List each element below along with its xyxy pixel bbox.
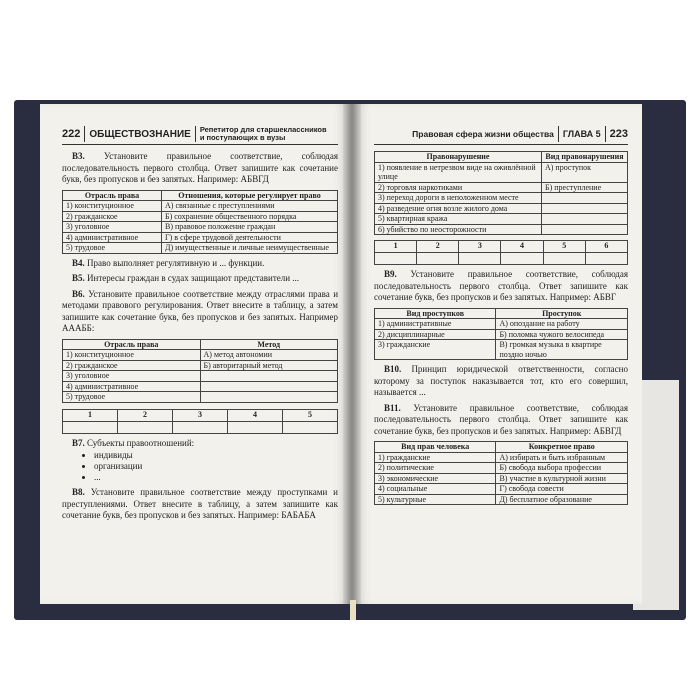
table-cell: 5) трудовое	[63, 243, 162, 254]
task-text: Право выполняет регулятивную и ... функции.	[87, 257, 265, 268]
task-text: Установите правильное соответствие между проступками и преступлениями. Ответ внесите в таблицу, а затем запишите как сочетание букв, без пропусков и без запятых. Например: БАБАБА	[62, 487, 339, 520]
task-text: Установите правильное соответствие между отраслями права и методами правового регулирования. Ответ внесите в таблицу, а затем запишите как сочетание букв, без пропусков и без запятых. Например АААББ:	[62, 288, 339, 333]
table-cell: Д) имущественные и личные неимущественные	[162, 243, 338, 254]
table-cell: В) участие в культурной жизни	[496, 473, 628, 484]
answer-blank	[375, 253, 417, 265]
table-row	[63, 371, 338, 382]
table-cell: 1) конституционное	[63, 350, 201, 361]
table-row	[375, 224, 628, 235]
task-number: В3.	[72, 151, 85, 161]
table-row	[63, 350, 338, 361]
table-cell	[200, 371, 338, 382]
table-row	[63, 409, 338, 421]
answer-cell: 3	[459, 241, 501, 253]
table-cell: 1) конституционное	[63, 201, 162, 212]
task-b9	[374, 269, 628, 304]
table-b11	[374, 441, 628, 505]
answer-blank	[459, 253, 501, 265]
table-cell: 4) административное	[63, 381, 201, 392]
table-header: Вид правонарушения	[541, 152, 627, 163]
task-b7	[62, 438, 338, 450]
right-page-header	[374, 126, 628, 145]
table-cell	[541, 214, 627, 225]
header-divider	[195, 126, 196, 142]
task-b8	[62, 487, 338, 522]
table-cell: А) избирать и быть избранным	[496, 452, 628, 463]
table-cell	[541, 193, 627, 204]
left-page	[40, 104, 352, 604]
answer-cell: 3	[173, 409, 228, 421]
task-b3	[62, 151, 338, 186]
table-cell: 2) торговля наркотиками	[375, 182, 542, 193]
answer-cell: 5	[283, 409, 338, 421]
table-cell: 2) дисциплинарные	[375, 329, 496, 340]
table-row	[375, 484, 628, 495]
table-cell: 5) трудовое	[63, 392, 201, 403]
table-b6	[62, 339, 338, 403]
table-cell: 4) разведение огня возле жилого дома	[375, 203, 542, 214]
table-row	[63, 360, 338, 371]
table-cell: 4) социальные	[375, 484, 496, 495]
right-page	[352, 104, 642, 604]
section-title: Правовая сфера жизни общества	[412, 129, 554, 139]
task-number: В6.	[72, 288, 85, 299]
table-cell: 4) административное	[63, 232, 162, 243]
table-cell: 6) убийство по неосторожности	[375, 224, 542, 235]
table-cell	[200, 381, 338, 392]
table-cell	[200, 392, 338, 403]
table-cell: 3) уголовное	[63, 371, 201, 382]
right-page-number: 223	[609, 128, 628, 140]
table-cell: 5) квартирная кража	[375, 214, 542, 225]
answer-blank	[118, 421, 173, 433]
table-header: Проступок	[496, 308, 628, 319]
table-row	[375, 203, 628, 214]
table-cell: А) опоздание на работу	[496, 319, 628, 330]
list-item: • индивиды	[94, 450, 338, 461]
answer-cell: 4	[228, 409, 283, 421]
table-row	[63, 421, 338, 433]
table-cell: Б) авторитарный метод	[200, 360, 338, 371]
task-number: В8.	[72, 487, 85, 497]
task-number: В11.	[384, 402, 401, 413]
answer-blank	[228, 421, 283, 433]
answer-cell: 2	[417, 241, 459, 253]
task-b6	[62, 289, 338, 335]
task-number: В9.	[384, 269, 397, 279]
table-row	[375, 329, 628, 340]
table-row	[375, 452, 628, 463]
table-row	[63, 392, 338, 403]
task-number: В10.	[384, 364, 402, 374]
b7-list	[62, 450, 338, 483]
answer-grid-b8	[374, 240, 628, 265]
table-row	[63, 232, 338, 243]
header-divider	[84, 126, 85, 142]
task-number: В4.	[72, 257, 85, 268]
table-header: Вид прав человека	[375, 442, 496, 453]
header-divider	[558, 126, 559, 142]
table-row	[63, 222, 338, 233]
task-text: Субъекты правоотношений:	[87, 437, 195, 448]
table-row	[375, 162, 628, 182]
table-cell: В) громкая музыка в квартире поздно ночью	[496, 340, 628, 360]
answer-cell: 6	[585, 241, 627, 253]
task-text: Интересы граждан в судах защищают представители ...	[87, 273, 300, 283]
table-cell: 1) гражданские	[375, 452, 496, 463]
left-page-number: 222	[62, 128, 81, 140]
bookmark-ribbon	[350, 600, 356, 620]
subject-title: ОБЩЕСТВОЗНАНИЕ	[89, 128, 191, 140]
table-cell: Г) в сфере трудовой деятельности	[162, 232, 338, 243]
book-subtitle-line1: Репетитор для старшеклассников	[199, 125, 327, 134]
answer-blank	[501, 253, 543, 265]
book-subtitle	[200, 126, 327, 142]
task-number: В5.	[72, 273, 85, 283]
list-item: • ...	[94, 472, 338, 483]
table-header: Конкретное право	[496, 442, 628, 453]
header-divider	[605, 126, 606, 142]
table-cell: Д) бесплатное образование	[496, 494, 628, 505]
table-row	[375, 193, 628, 204]
answer-blank	[543, 253, 585, 265]
table-cell: 1) административные	[375, 319, 496, 330]
task-b4	[62, 258, 338, 270]
table-row	[375, 214, 628, 225]
table-row	[375, 473, 628, 484]
table-header: Отношения, которые регулирует право	[162, 190, 338, 201]
table-cell: Б) поломка чужого велосипеда	[496, 329, 628, 340]
table-cell: А) метод автономии	[200, 350, 338, 361]
task-b11	[374, 403, 628, 438]
answer-blank	[585, 253, 627, 265]
table-cell: 2) политические	[375, 463, 496, 474]
task-number: В7.	[72, 437, 85, 448]
table-header: Вид проступков	[375, 308, 496, 319]
answer-blank	[63, 421, 118, 433]
table-cell: Б) преступление	[541, 182, 627, 193]
chapter-label: ГЛАВА 5	[562, 129, 601, 139]
table-cell: 5) культурные	[375, 494, 496, 505]
table-b9	[374, 308, 628, 361]
table-row	[375, 253, 628, 265]
table-row	[375, 241, 628, 253]
table-cell: А) связанные с преступлениями	[162, 201, 338, 212]
answer-blank	[417, 253, 459, 265]
table-cell	[541, 203, 627, 214]
table-cell: А) проступок	[541, 162, 627, 182]
table-cell: 3) экономические	[375, 473, 496, 484]
table-row	[375, 182, 628, 193]
table-b8	[374, 151, 628, 235]
book-gutter	[343, 104, 361, 604]
table-cell: 3) гражданские	[375, 340, 496, 360]
task-text: Установите правильное соответствие, соблюдая последовательность первого столбца. Ответ запишите как сочетание букв, без пропусков и без запятых. Например: АБВГД	[374, 402, 628, 436]
table-row	[63, 201, 338, 212]
answer-blank	[283, 421, 338, 433]
table-row	[375, 340, 628, 360]
answer-cell: 1	[63, 409, 118, 421]
table-header: Метод	[200, 339, 338, 350]
task-text: Принцип юридической ответственности, согласно которому за поступок наказывается тот, кто его совершил, называется ...	[374, 364, 628, 397]
table-cell: 3) уголовное	[63, 222, 162, 233]
table-row	[375, 319, 628, 330]
answer-blank	[173, 421, 228, 433]
table-header: Правонарушение	[375, 152, 542, 163]
table-cell: 3) переход дороги в неположенном месте	[375, 193, 542, 204]
table-header: Отрасль права	[63, 190, 162, 201]
answer-cell: 1	[375, 241, 417, 253]
book-subtitle-line2: и поступающих в вузы	[199, 133, 286, 142]
table-row	[63, 211, 338, 222]
table-b3	[62, 190, 338, 254]
answer-cell: 2	[118, 409, 173, 421]
table-cell	[541, 224, 627, 235]
table-header: Отрасль права	[63, 339, 201, 350]
table-row	[63, 243, 338, 254]
list-item: • организации	[94, 461, 338, 472]
table-cell: 1) появление в нетрезвом виде на оживлённой улице	[375, 162, 542, 182]
table-cell: 2) гражданское	[63, 360, 201, 371]
table-cell: Г) свобода совести	[496, 484, 628, 495]
table-row	[375, 494, 628, 505]
table-row	[63, 381, 338, 392]
answer-grid-b6	[62, 409, 338, 434]
answer-cell: 4	[501, 241, 543, 253]
task-b5	[62, 273, 338, 285]
table-cell: В) правовое положение граждан	[162, 222, 338, 233]
task-text: Установите правильное соответствие, соблюдая последовательность первого столбца. Ответ запишите как сочетание букв, без пропусков и без запятых. Например: АБВГД	[62, 151, 338, 184]
left-page-header	[62, 126, 338, 145]
table-row	[375, 463, 628, 474]
table-cell: Б) свобода выбора профессии	[496, 463, 628, 474]
answer-cell: 5	[543, 241, 585, 253]
table-cell: 2) гражданское	[63, 211, 162, 222]
task-b10	[374, 364, 628, 399]
table-cell: Б) сохранение общественного порядка	[162, 211, 338, 222]
task-text: Установите правильное соответствие, соблюдая последовательность первого столбца. Ответ запишите как сочетание букв, без пропусков и без запятых. Например: АБВГ	[374, 269, 628, 302]
